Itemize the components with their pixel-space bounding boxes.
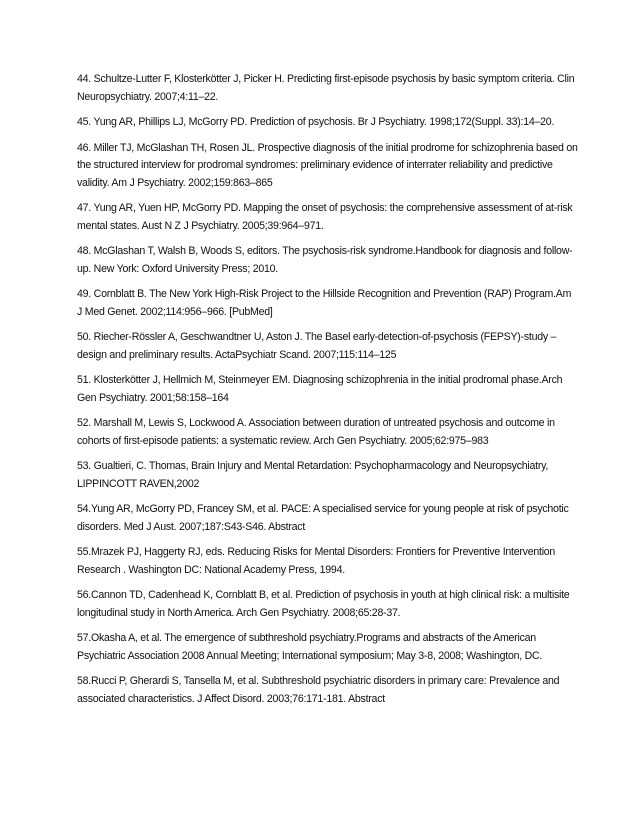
reference-item-58: 58.Rucci P, Gherardi S, Tansella M, et al. Subthreshold psychiatric disorders in primary care: Prevalence and associated characteristics. J Affect Disord. 2003;76:171-181. Abstract <box>77 675 560 705</box>
reference-item-49: 49. Cornblatt B. The New York High-Risk Project to the Hillside Recognition and Prevention (RAP) Program.Am J Med Genet. 2002;114:956–966. [PubMed] <box>77 288 572 318</box>
reference-item-55: 55.Mrazek PJ, Haggerty RJ, eds. Reducing Risks for Mental Disorders: Frontiers for Preventive Intervention Research . Washington DC: National Academy Press, 1994. <box>77 546 556 576</box>
reference-item-45: 45. Yung AR, Phillips LJ, McGorry PD. Prediction of psychosis. Br J Psychiatry. 1998;172(Suppl. 33):14–20. <box>77 116 555 128</box>
reference-item-57: 57.Okasha A, et al. The emergence of subthreshold psychiatry.Programs and abstracts of the American Psychiatric Association 2008 Annual Meeting; International symposium; May 3-8, 2008; Washington, DC. <box>77 632 543 662</box>
reference-item-54: 54.Yung AR, McGorry PD, Francey SM, et al. PACE: A specialised service for young people at risk of psychotic disorders. Med J Aust. 2007;187:S43-S46. Abstract <box>77 503 569 533</box>
reference-item-56: 56.Cannon TD, Cadenhead K, Cornblatt B, et al. Prediction of psychosis in youth at high clinical risk: a multisite longitudinal study in North America. Arch Gen Psychiatry. 2008;65:28-37. <box>77 589 570 619</box>
reference-item-51: 51. Klosterkötter J, Hellmich M, Steinmeyer EM. Diagnosing schizophrenia in the initial prodromal phase.Arch Gen Psychiatry. 2001;58:158–164 <box>77 374 563 404</box>
reference-item-46: 46. Miller TJ, McGlashan TH, Rosen JL. Prospective diagnosis of the initial prodrome for schizophrenia based on the structured interview for prodromal syndromes: preliminary evidence of interrater reliability and predictive validity. Am J Psychiatry. 2002;159:863–865 <box>77 141 578 189</box>
reference-item-53: 53. Gualtieri, C. Thomas, Brain Injury and Mental Retardation: Psychopharmacology and Neuropsychiatry, LIPPINCOTT RAVEN,2002 <box>77 460 549 490</box>
reference-item-44: 44. Schultze-Lutter F, Klosterkötter J, Picker H. Predicting first-episode psychosis by basic symptom criteria. Clin Neuropsychiatry. 2007;4:11–22. <box>77 73 575 103</box>
reference-item-52: 52. Marshall M, Lewis S, Lockwood A. Association between duration of untreated psychosis and outcome in cohorts of first-episode patients: a systematic review. Arch Gen Psychiatry. 2005;62:975–983 <box>77 417 555 447</box>
reference-list <box>77 71 578 708</box>
reference-item-50: 50. Riecher-Rössler A, Geschwandtner U, Aston J. The Basel early-detection-of-psychosis (FEPSY)-study – design and preliminary results. ActaPsychiatr Scand. 2007;115:114–125 <box>77 331 557 361</box>
reference-item-48: 48. McGlashan T, Walsh B, Woods S, editors. The psychosis-risk syndrome.Handbook for diagnosis and follow-up. New York: Oxford University Press; 2010. <box>77 245 573 275</box>
reference-item-47: 47. Yung AR, Yuen HP, McGorry PD. Mapping the onset of psychosis: the comprehensive assessment of at-risk mental states. Aust N Z J Psychiatry. 2005;39:964–971. <box>77 202 573 232</box>
